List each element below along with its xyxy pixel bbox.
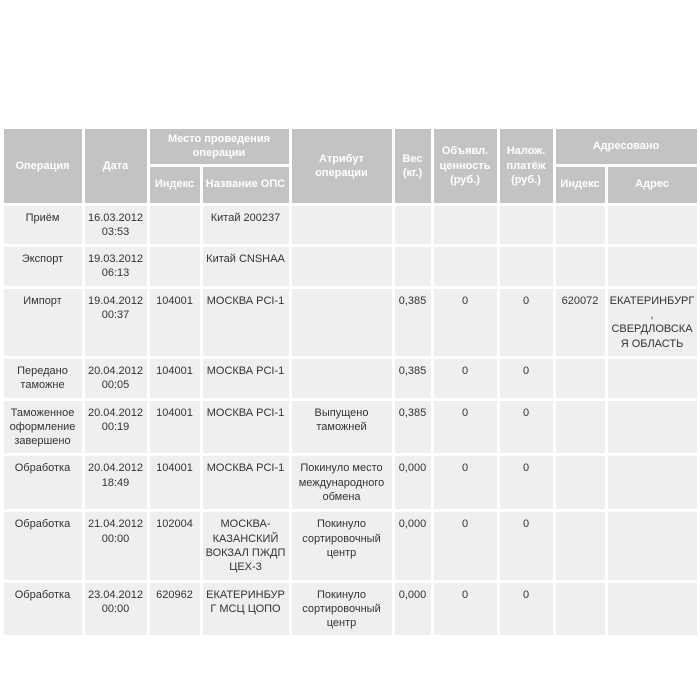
tracking-table-container	[1, 126, 700, 638]
cell-operation: Обработка	[4, 456, 82, 509]
cell-addressed-index	[556, 456, 605, 509]
cell-weight: 0,385	[395, 289, 431, 356]
cell-addressed-address	[608, 401, 697, 454]
cell-weight: 0,000	[395, 456, 431, 509]
cell-declared-value: 0	[434, 289, 497, 356]
col-header-declared-value: Объявл. ценность (руб.)	[434, 129, 497, 203]
cell-place-name: МОСКВА PCI-1	[203, 456, 289, 509]
col-header-date: Дата	[85, 129, 147, 203]
cell-weight: 0,385	[395, 401, 431, 454]
cell-cod	[500, 206, 553, 245]
cell-addressed-address	[608, 512, 697, 579]
tracking-table	[1, 126, 700, 638]
cell-cod: 0	[500, 359, 553, 398]
cell-operation: Импорт	[4, 289, 82, 356]
cell-operation: Передано таможне	[4, 359, 82, 398]
col-header-attribute: Атрибут операции	[292, 129, 392, 203]
cell-place-index: 104001	[150, 289, 200, 356]
cell-addressed-index	[556, 583, 605, 636]
table-body	[4, 206, 697, 636]
cell-place-index: 620962	[150, 583, 200, 636]
table-row	[4, 247, 697, 286]
cell-place-name: Китай CNSHAA	[203, 247, 289, 286]
cell-addressed-address	[608, 583, 697, 636]
cell-addressed-index	[556, 401, 605, 454]
cell-attribute: Покинуло сортировочный центр	[292, 583, 392, 636]
cell-place-name: МОСКВА PCI-1	[203, 359, 289, 398]
cell-operation: Обработка	[4, 512, 82, 579]
cell-declared-value: 0	[434, 583, 497, 636]
table-row	[4, 401, 697, 454]
cell-declared-value	[434, 206, 497, 245]
col-header-cod: Налож. платёж (руб.)	[500, 129, 553, 203]
cell-date: 20.04.2012 00:05	[85, 359, 147, 398]
cell-addressed-index: 620072	[556, 289, 605, 356]
cell-attribute	[292, 206, 392, 245]
cell-date: 19.04.2012 00:37	[85, 289, 147, 356]
cell-cod: 0	[500, 289, 553, 356]
table-row	[4, 456, 697, 509]
col-header-weight: Вес (кг.)	[395, 129, 431, 203]
cell-declared-value: 0	[434, 401, 497, 454]
cell-addressed-address: ЕКАТЕРИНБУРГ, СВЕРДЛОВСКАЯ ОБЛАСТЬ	[608, 289, 697, 356]
col-header-operation: Операция	[4, 129, 82, 203]
col-header-place-name: Название ОПС	[203, 167, 289, 203]
cell-addressed-address	[608, 456, 697, 509]
cell-declared-value: 0	[434, 512, 497, 579]
cell-place-index	[150, 206, 200, 245]
cell-date: 23.04.2012 00:00	[85, 583, 147, 636]
cell-addressed-index	[556, 359, 605, 398]
cell-attribute	[292, 289, 392, 356]
table-row	[4, 512, 697, 579]
cell-weight	[395, 206, 431, 245]
table-row	[4, 289, 697, 356]
cell-date: 19.03.2012 06:13	[85, 247, 147, 286]
cell-place-name: МОСКВА-КАЗАНСКИЙ ВОКЗАЛ ПЖДП ЦЕХ-3	[203, 512, 289, 579]
cell-addressed-index	[556, 512, 605, 579]
cell-addressed-address	[608, 359, 697, 398]
cell-date: 21.04.2012 00:00	[85, 512, 147, 579]
cell-date: 20.04.2012 00:19	[85, 401, 147, 454]
cell-date: 16.03.2012 03:53	[85, 206, 147, 245]
cell-place-index: 104001	[150, 359, 200, 398]
col-header-place-group: Место проведения операции	[150, 129, 289, 164]
cell-cod: 0	[500, 401, 553, 454]
cell-place-name: Китай 200237	[203, 206, 289, 245]
col-header-addressed-group: Адресовано	[556, 129, 697, 164]
cell-weight: 0,000	[395, 583, 431, 636]
cell-cod: 0	[500, 456, 553, 509]
cell-place-index: 102004	[150, 512, 200, 579]
cell-cod: 0	[500, 512, 553, 579]
cell-place-name: МОСКВА PCI-1	[203, 401, 289, 454]
cell-addressed-index	[556, 206, 605, 245]
col-header-addressed-index: Индекс	[556, 167, 605, 203]
cell-operation: Таможенное оформление завершено	[4, 401, 82, 454]
cell-attribute: Покинуло место международного обмена	[292, 456, 392, 509]
table-row	[4, 359, 697, 398]
cell-operation: Обработка	[4, 583, 82, 636]
col-header-place-index: Индекс	[150, 167, 200, 203]
table-row	[4, 583, 697, 636]
cell-weight	[395, 247, 431, 286]
cell-place-index: 104001	[150, 401, 200, 454]
cell-attribute: Выпущено таможней	[292, 401, 392, 454]
cell-declared-value	[434, 247, 497, 286]
cell-declared-value: 0	[434, 359, 497, 398]
cell-weight: 0,000	[395, 512, 431, 579]
cell-operation: Приём	[4, 206, 82, 245]
table-row	[4, 206, 697, 245]
cell-attribute	[292, 247, 392, 286]
cell-attribute: Покинуло сортировочный центр	[292, 512, 392, 579]
cell-addressed-index	[556, 247, 605, 286]
cell-place-index: 104001	[150, 456, 200, 509]
cell-place-name: ЕКАТЕРИНБУРГ МСЦ ЦОПО	[203, 583, 289, 636]
cell-operation: Экспорт	[4, 247, 82, 286]
table-header	[4, 129, 697, 203]
cell-place-name: МОСКВА PCI-1	[203, 289, 289, 356]
cell-weight: 0,385	[395, 359, 431, 398]
cell-addressed-address	[608, 247, 697, 286]
col-header-addressed-address: Адрес	[608, 167, 697, 203]
cell-declared-value: 0	[434, 456, 497, 509]
cell-cod: 0	[500, 583, 553, 636]
cell-date: 20.04.2012 18:49	[85, 456, 147, 509]
cell-place-index	[150, 247, 200, 286]
cell-addressed-address	[608, 206, 697, 245]
cell-attribute	[292, 359, 392, 398]
cell-cod	[500, 247, 553, 286]
